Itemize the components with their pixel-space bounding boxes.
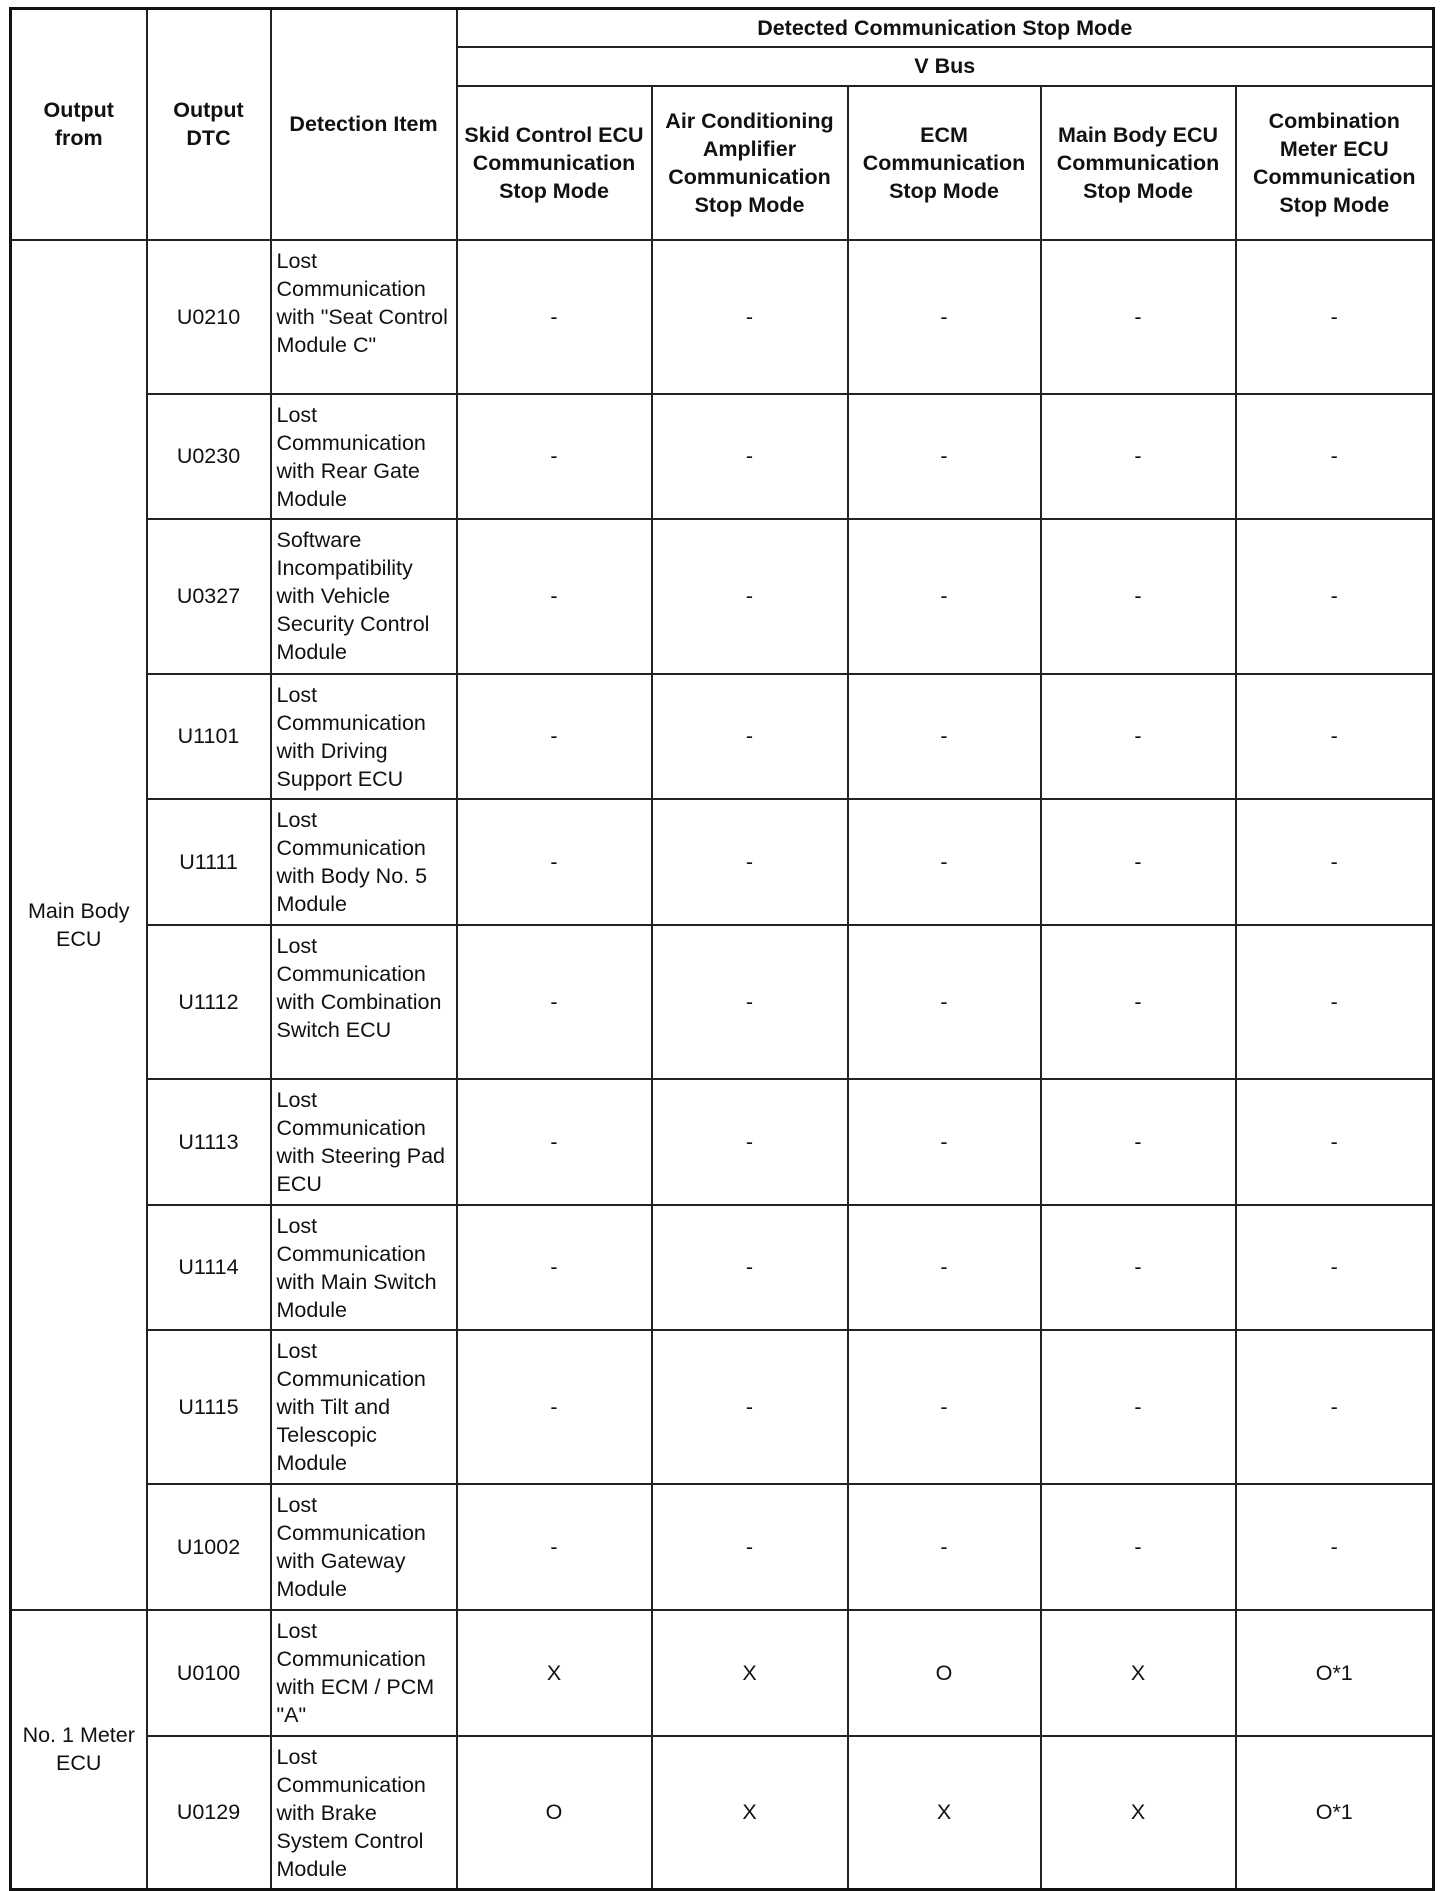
header-output-from: Output from [11,9,147,240]
mode-value: - [457,1205,652,1330]
dtc-code: U1113 [147,1079,271,1205]
table-row [11,1330,1434,1484]
dtc-code: U0129 [147,1736,271,1890]
mode-value: - [1041,1484,1236,1610]
table-row [11,1736,1434,1890]
mode-value: - [1041,1330,1236,1484]
table-row [11,925,1434,1079]
mode-value: - [848,1079,1041,1205]
table-row [11,1610,1434,1736]
dtc-code: U1114 [147,1205,271,1330]
table-row [11,799,1434,925]
mode-value: - [457,1330,652,1484]
mode-value: - [652,1330,848,1484]
mode-value: - [1236,240,1434,394]
mode-value: - [1041,799,1236,925]
mode-value: X [652,1736,848,1890]
detection-item: Lost Communication with "Seat Control Module C" [271,240,457,394]
mode-value: - [1041,674,1236,799]
dtc-table-container [9,7,1435,1891]
mode-value: - [652,240,848,394]
mode-value: - [1041,240,1236,394]
mode-value: - [652,519,848,674]
mode-value: - [848,394,1041,519]
dtc-code: U1112 [147,925,271,1079]
header-detected-communication-stop-mode: Detected Communication Stop Mode [457,9,1434,47]
detection-item: Lost Communication with Tilt and Telescopic Module [271,1330,457,1484]
mode-value: - [1041,1205,1236,1330]
header-output-dtc: Output DTC [147,9,271,240]
mode-value: O*1 [1236,1610,1434,1736]
mode-value: - [652,394,848,519]
table-row [11,394,1434,519]
table-row [11,1205,1434,1330]
mode-value: - [1041,925,1236,1079]
mode-value: - [652,1079,848,1205]
mode-value: - [1041,519,1236,674]
mode-value: - [848,1484,1041,1610]
mode-value: - [457,1079,652,1205]
table-row [11,1079,1434,1205]
mode-value: - [652,1484,848,1610]
table-row [11,519,1434,674]
header-mode-skid-control: Skid Control ECU Communication Stop Mode [457,86,652,240]
mode-value: - [1041,1079,1236,1205]
detection-item: Lost Communication with ECM / PCM "A" [271,1610,457,1736]
mode-value: - [848,925,1041,1079]
mode-value: X [848,1736,1041,1890]
mode-value: - [848,1330,1041,1484]
mode-value: X [457,1610,652,1736]
output-from-cell: Main Body ECU [11,240,147,1610]
mode-value: - [848,1205,1041,1330]
mode-value: O [457,1736,652,1890]
detection-item: Lost Communication with Main Switch Module [271,1205,457,1330]
mode-value: - [1236,1484,1434,1610]
dtc-code: U0210 [147,240,271,394]
mode-value: - [1236,1205,1434,1330]
mode-value: - [1236,1330,1434,1484]
output-from-cell: No. 1 Meter ECU [11,1610,147,1890]
detection-item: Lost Communication with Driving Support ECU [271,674,457,799]
mode-value: - [457,519,652,674]
dtc-code: U0100 [147,1610,271,1736]
mode-value: - [457,925,652,1079]
dtc-code: U1002 [147,1484,271,1610]
mode-value: X [1041,1736,1236,1890]
mode-value: - [457,394,652,519]
header-mode-combination-meter: Combination Meter ECU Communication Stop Mode [1236,86,1434,240]
table-row [11,674,1434,799]
mode-value: - [848,240,1041,394]
mode-value: X [1041,1610,1236,1736]
mode-value: - [1236,799,1434,925]
detection-item: Lost Communication with Body No. 5 Module [271,799,457,925]
mode-value: - [457,674,652,799]
mode-value: - [848,519,1041,674]
mode-value: X [652,1610,848,1736]
header-v-bus: V Bus [457,47,1434,86]
mode-value: - [1236,925,1434,1079]
table-row [11,1484,1434,1610]
dtc-communication-stop-table [9,7,1435,1891]
detection-item: Lost Communication with Rear Gate Module [271,394,457,519]
mode-value: - [457,799,652,925]
mode-value: O [848,1610,1041,1736]
dtc-code: U1115 [147,1330,271,1484]
mode-value: - [848,674,1041,799]
mode-value: - [1236,1079,1434,1205]
detection-item: Lost Communication with Brake System Control Module [271,1736,457,1890]
header-detection-item: Detection Item [271,9,457,240]
detection-item: Lost Communication with Gateway Module [271,1484,457,1610]
mode-value: - [1041,394,1236,519]
detection-item: Software Incompatibility with Vehicle Security Control Module [271,519,457,674]
dtc-code: U0327 [147,519,271,674]
mode-value: - [652,1205,848,1330]
header-mode-main-body-ecu: Main Body ECU Communication Stop Mode [1041,86,1236,240]
mode-value: - [848,799,1041,925]
mode-value: - [652,925,848,1079]
mode-value: - [1236,674,1434,799]
dtc-code: U1111 [147,799,271,925]
header-mode-ecm: ECM Communication Stop Mode [848,86,1041,240]
detection-item: Lost Communication with Combination Switch ECU [271,925,457,1079]
dtc-code: U1101 [147,674,271,799]
mode-value: - [1236,394,1434,519]
dtc-code: U0230 [147,394,271,519]
detection-item: Lost Communication with Steering Pad ECU [271,1079,457,1205]
mode-value: - [1236,519,1434,674]
mode-value: - [457,1484,652,1610]
mode-value: - [652,674,848,799]
mode-value: - [457,240,652,394]
mode-value: O*1 [1236,1736,1434,1890]
header-mode-air-conditioning: Air Conditioning Amplifier Communication Stop Mode [652,86,848,240]
mode-value: - [652,799,848,925]
table-row [11,240,1434,394]
